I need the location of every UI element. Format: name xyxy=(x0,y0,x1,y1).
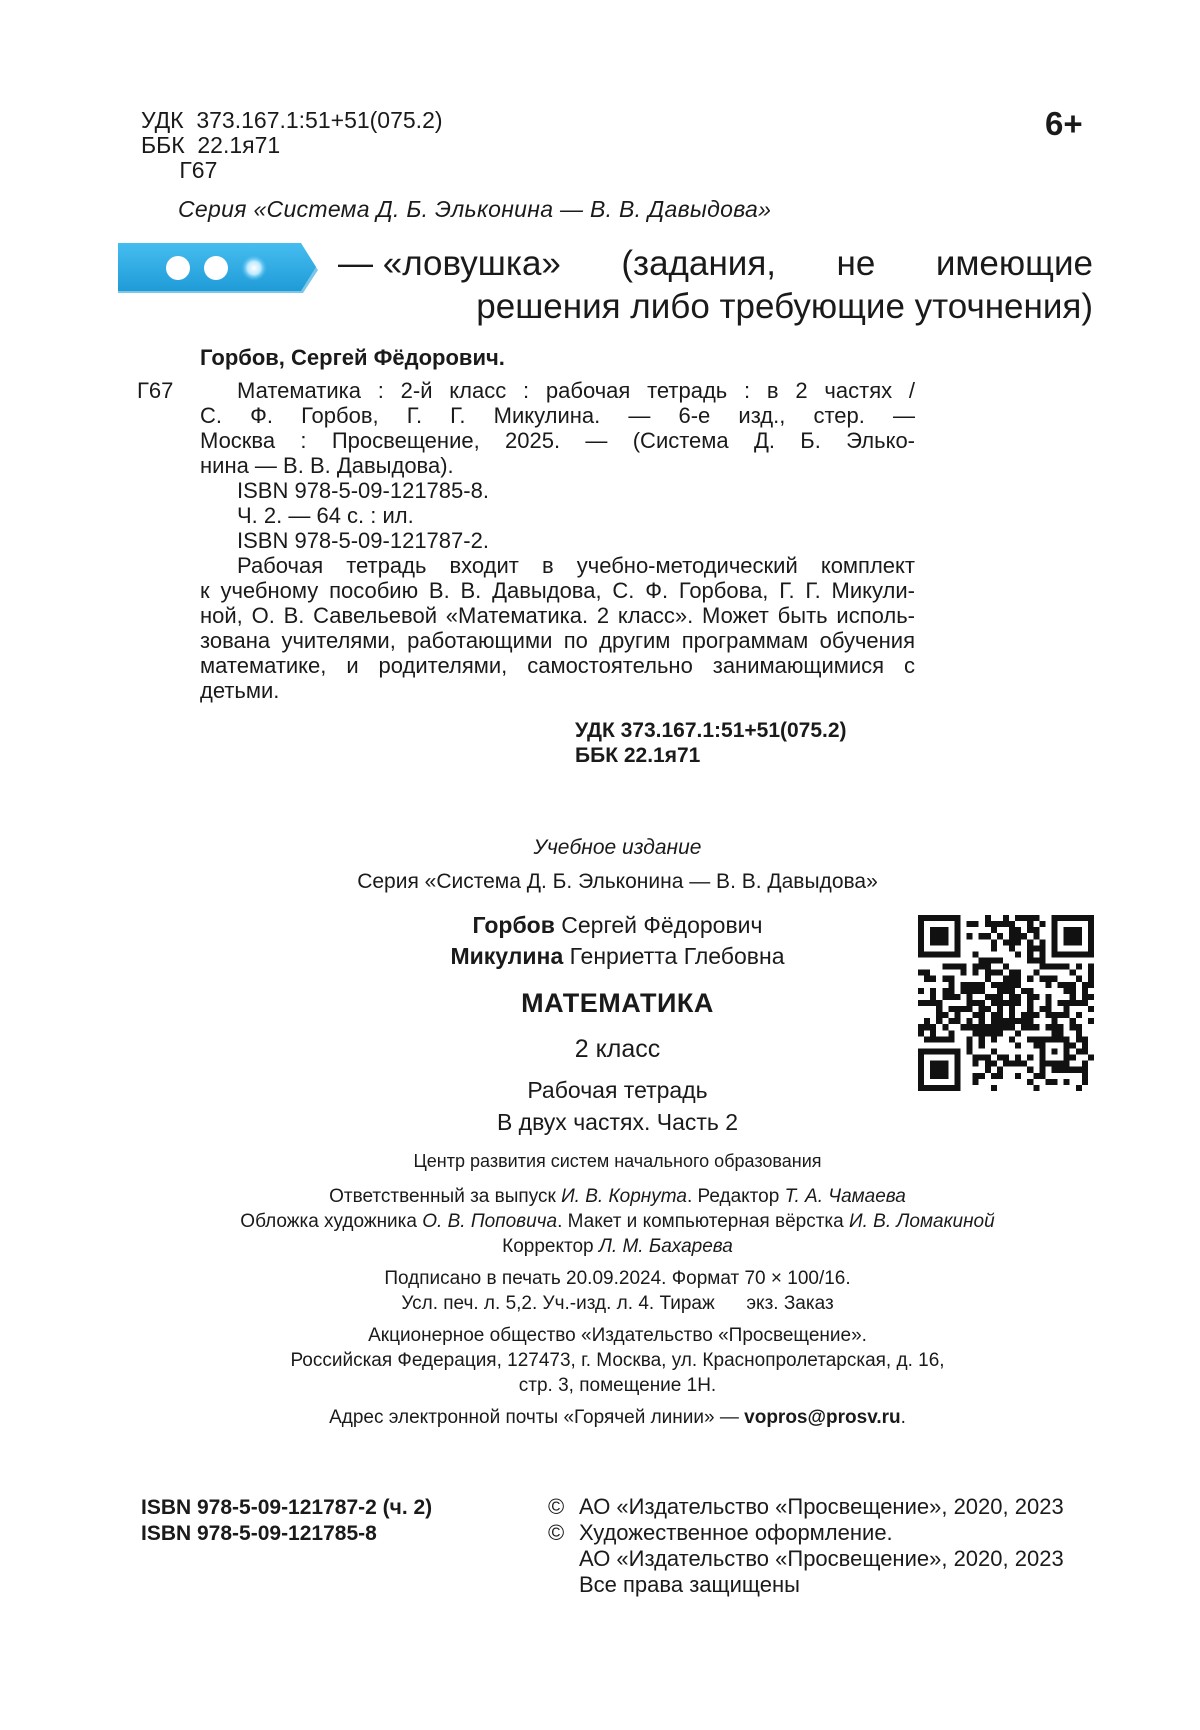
trap-word: — «ловушка» xyxy=(338,244,561,283)
author2-name: Генриетта Глебовна xyxy=(569,943,785,969)
copyright-icon: © xyxy=(548,1494,565,1519)
corrector-name: Л. М. Бахарева xyxy=(598,1236,733,1257)
biblio-author-heading: Горбов, Сергей Фёдорович. xyxy=(200,345,505,370)
footer-isbn xyxy=(141,1495,432,1547)
edition-kind: Рабочая тетрадь xyxy=(527,1077,708,1103)
rights-text: Все права защищены xyxy=(579,1572,800,1597)
imprint-address1: Российская Федерация, 127473, г. Москва, ул. Краснопролетарская, д. 16, xyxy=(290,1350,945,1371)
biblio-code: Г67 xyxy=(137,378,174,403)
copyright-text: АО «Издательство «Просвещение», 2020, 2023 xyxy=(579,1546,1064,1571)
edition-series: Серия «Система Д. Б. Эльконина — В. В. Давыдова» xyxy=(357,870,878,893)
biblio-classification xyxy=(575,718,847,768)
bbk-line xyxy=(141,133,443,158)
trap-legend-line1 xyxy=(338,242,1093,285)
layout-name: И. В. Ломакиной xyxy=(849,1211,995,1232)
copyright-icon: © xyxy=(548,1520,565,1545)
author-code-line xyxy=(141,158,443,183)
cover-name: О. В. Поповича xyxy=(422,1211,558,1232)
corrector-label: Корректор xyxy=(502,1236,594,1257)
imprint-publisher: Акционерное общество «Издательство «Просвещение». xyxy=(368,1325,867,1346)
biblio-desc-line: Москва : Просвещение, 2025. — (Система Д. Б. Элько- xyxy=(200,428,915,453)
age-rating: 6+ xyxy=(1045,105,1083,142)
author2-surname: Микулина xyxy=(450,943,564,969)
imprint-cover xyxy=(0,1211,1200,1233)
resp-name: И. В. Корнута xyxy=(561,1186,687,1207)
hotline-email-link[interactable]: vopros@prosv.ru xyxy=(744,1407,901,1428)
biblio-desc-line: Математика : 2-й класс : рабочая тетрадь : в 2 частях / xyxy=(237,378,915,403)
imprint-corrector xyxy=(0,1236,1200,1258)
editor-label: . Редактор xyxy=(686,1186,780,1207)
trap-legend-line2: решения либо требующие уточнения) xyxy=(476,287,1093,326)
imprint-responsible xyxy=(0,1186,1200,1208)
copyright-text: Художественное оформление. xyxy=(579,1520,893,1545)
copyright-text: АО «Издательство «Просвещение», 2020, 2023 xyxy=(579,1494,1064,1519)
udk-value: 373.167.1:51+51(075.2) xyxy=(196,107,443,133)
imprint-signed: Подписано в печать 20.09.2024. Формат 70 × 100/16. xyxy=(384,1268,851,1289)
footer-copyright xyxy=(548,1494,1064,1598)
copyright-row xyxy=(548,1546,1064,1572)
biblio-desc-line: С. Ф. Горбов, Г. Г. Микулина. — 6-е изд., стер. — xyxy=(200,403,915,428)
trap-legend-text xyxy=(338,242,1093,328)
email-label: Адрес электронной почты «Горячей линии» — xyxy=(329,1407,739,1428)
footer-isbn-full: ISBN 978-5-09-121785-8 xyxy=(141,1522,377,1545)
trap-banner-icon xyxy=(118,243,320,297)
edition-grade: 2 класс xyxy=(574,1035,661,1063)
imprint-address2: стр. 3, помещение 1Н. xyxy=(518,1375,717,1396)
edition-title: МАТЕМАТИКА xyxy=(521,988,714,1018)
biblio-isbn-full: ISBN 978-5-09-121785-8. xyxy=(237,478,489,503)
bbk-label: ББК xyxy=(141,132,185,158)
udk-label: УДК xyxy=(141,107,184,133)
biblio-isbn-part: ISBN 978-5-09-121787-2. xyxy=(237,528,489,553)
trap-word: не xyxy=(836,244,876,283)
annotation-line: зована учителями, работающими по другим программам обучения xyxy=(200,628,915,653)
annotation-line: математике, и родителями, самостоятельно занимающимися с xyxy=(200,653,915,678)
author-code: Г67 xyxy=(179,157,218,183)
trap-word: (задания, xyxy=(621,244,777,283)
author1-name: Сергей Фёдорович xyxy=(561,912,763,938)
edition-parts: В двух частях. Часть 2 xyxy=(496,1109,739,1135)
copyright-row xyxy=(548,1572,1064,1598)
annotation-line: ной, О. В. Савельевой «Математика. 2 класс». Может быть исполь- xyxy=(200,603,915,628)
edition-publisher-center: Центр развития систем начального образования xyxy=(413,1151,822,1171)
udk-line xyxy=(141,108,443,133)
qr-code xyxy=(918,915,1094,1091)
edition-type: Учебное издание xyxy=(533,836,702,859)
imprint-sheets: Усл. печ. л. 5,2. Уч.-изд. л. 4. Тираж экз. Заказ xyxy=(401,1293,834,1314)
copyright-row xyxy=(548,1520,1064,1546)
biblio-record xyxy=(200,378,915,703)
copyright-row xyxy=(548,1494,1064,1520)
footer-isbn-part: ISBN 978-5-09-121787-2 (ч. 2) xyxy=(141,1496,433,1519)
biblio-bbk: ББК 22.1я71 xyxy=(575,744,701,767)
annotation-line: к учебному пособию В. В. Давыдова, С. Ф. Горбова, Г. Г. Микули- xyxy=(200,578,915,603)
author1-surname: Горбов xyxy=(472,912,555,938)
biblio-desc-line: нина — В. В. Давыдова). xyxy=(200,453,454,478)
editor-name: Т. А. Чамаева xyxy=(784,1186,906,1207)
trap-word: имеющие xyxy=(935,244,1093,283)
resp-label: Ответственный за выпуск xyxy=(329,1186,556,1207)
bbk-value: 22.1я71 xyxy=(197,132,281,158)
imprint-email-line xyxy=(0,1407,1200,1429)
series-title: Серия «Система Д. Б. Эльконина — В. В. Давыдова» xyxy=(178,196,772,222)
layout-label: . Макет и компьютерная вёрстка xyxy=(557,1211,844,1232)
cover-label: Обложка художника xyxy=(240,1211,417,1232)
biblio-part-info: Ч. 2. — 64 с. : ил. xyxy=(237,503,414,528)
annotation-line: детьми. xyxy=(200,678,280,703)
annotation-line: Рабочая тетрадь входит в учебно-методический комплект xyxy=(237,553,915,578)
biblio-udk: УДК 373.167.1:51+51(075.2) xyxy=(575,719,847,742)
udk-block xyxy=(141,108,443,183)
email-end: . xyxy=(900,1407,906,1428)
